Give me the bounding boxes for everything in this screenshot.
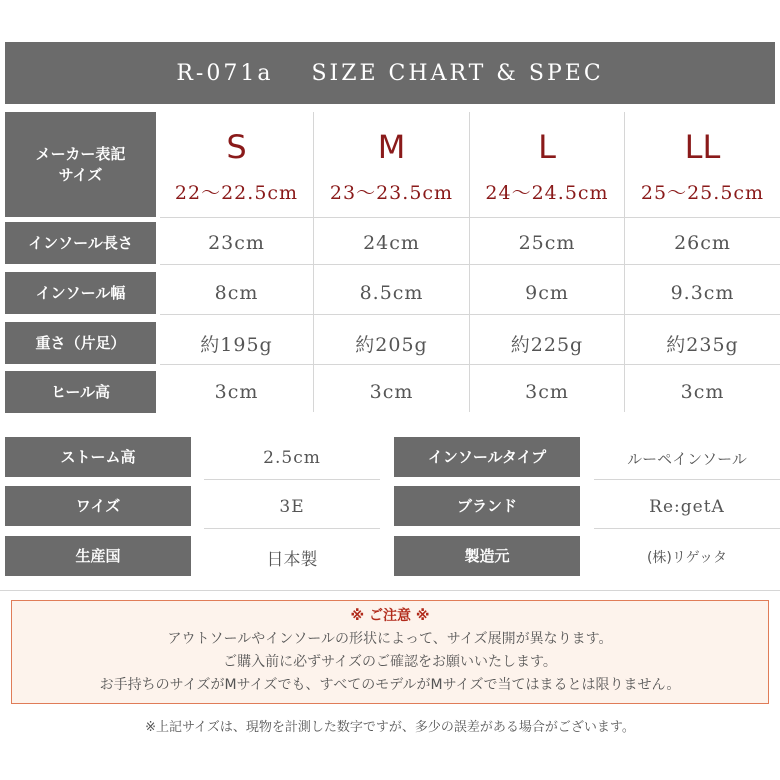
spec-label-width: ワイズ (5, 486, 191, 526)
model-number: R-071a (176, 60, 274, 86)
insole-width-ll: 9.3cm (625, 272, 780, 315)
footnote: ※上記サイズは、現物を計測した数字ですが、多少の誤差がある場合がございます。 (145, 720, 635, 735)
row-label-weight: 重さ（片足） (5, 322, 156, 364)
title-bar (5, 42, 775, 104)
weight-l: 約225g (470, 322, 624, 365)
spec-label-manufacturer: 製造元 (394, 536, 580, 576)
spec-label-brand: ブランド (394, 486, 580, 526)
insole-length-ll: 26cm (625, 222, 780, 265)
insole-width-m: 8.5cm (314, 272, 469, 315)
size-range: 22～22.5cm (174, 182, 299, 204)
heel-height-s: 3cm (214, 381, 259, 403)
notice-line: アウトソールやインソールの形状によって、サイズ展開が異なります。 (167, 631, 613, 647)
insole-width-s: 8cm (160, 272, 313, 315)
spec-value-manufacturer: (株)リゲッタ (646, 550, 728, 566)
size-letter: L (538, 128, 556, 166)
row-label-heel-height: ヒール高 (5, 371, 156, 413)
spec-label-country: 生産国 (5, 536, 191, 576)
page-title: SIZE CHART & SPEC (311, 60, 604, 86)
row-label-insole-length: インソール長さ (5, 222, 156, 264)
spec-value-insole-type: ルーペインソール (594, 437, 780, 480)
row-label-insole-width: インソール幅 (5, 272, 156, 314)
size-range: 25～25.5cm (640, 182, 765, 204)
notice-line: ご購入前に必ずサイズのご確認をお願いいたします。 (223, 654, 557, 670)
notice-line: お手持ちのサイズがMサイズでも、すべてのモデルがMサイズで当てはまるとは限りません。 (99, 677, 681, 693)
spec-label-storm-height: ストーム高 (5, 437, 191, 477)
row-divider (160, 217, 780, 218)
spec-value-country: 日本製 (266, 549, 318, 570)
caution-notice (11, 600, 769, 704)
notice-heading: ※ ご注意 ※ (350, 608, 430, 624)
size-range: 24～24.5cm (485, 182, 609, 204)
weight-s: 約195g (160, 322, 313, 365)
size-label-header: メーカー表記 サイズ (5, 112, 156, 217)
insole-length-s: 23cm (160, 222, 313, 265)
size-range: 23～23.5cm (329, 182, 454, 204)
size-column-ll (625, 112, 780, 217)
spec-value-brand: Re:getA (594, 486, 780, 529)
insole-length-m: 24cm (314, 222, 469, 265)
heel-height-m: 3cm (369, 381, 414, 403)
heel-height-ll: 3cm (680, 381, 725, 403)
spec-label-insole-type: インソールタイプ (394, 437, 580, 477)
weight-m: 約205g (314, 322, 469, 365)
size-letter: LL (684, 128, 721, 166)
size-column-m (314, 112, 469, 217)
section-divider (0, 590, 780, 591)
weight-ll: 約235g (625, 322, 780, 365)
heel-height-l: 3cm (525, 381, 569, 403)
size-column-s (160, 112, 313, 217)
insole-width-l: 9cm (470, 272, 624, 315)
spec-value-width: 3E (204, 486, 380, 529)
size-letter: M (377, 128, 406, 166)
insole-length-l: 25cm (470, 222, 624, 265)
size-letter: S (226, 128, 247, 166)
size-column-l (470, 112, 624, 217)
spec-value-storm-height: 2.5cm (204, 437, 380, 480)
